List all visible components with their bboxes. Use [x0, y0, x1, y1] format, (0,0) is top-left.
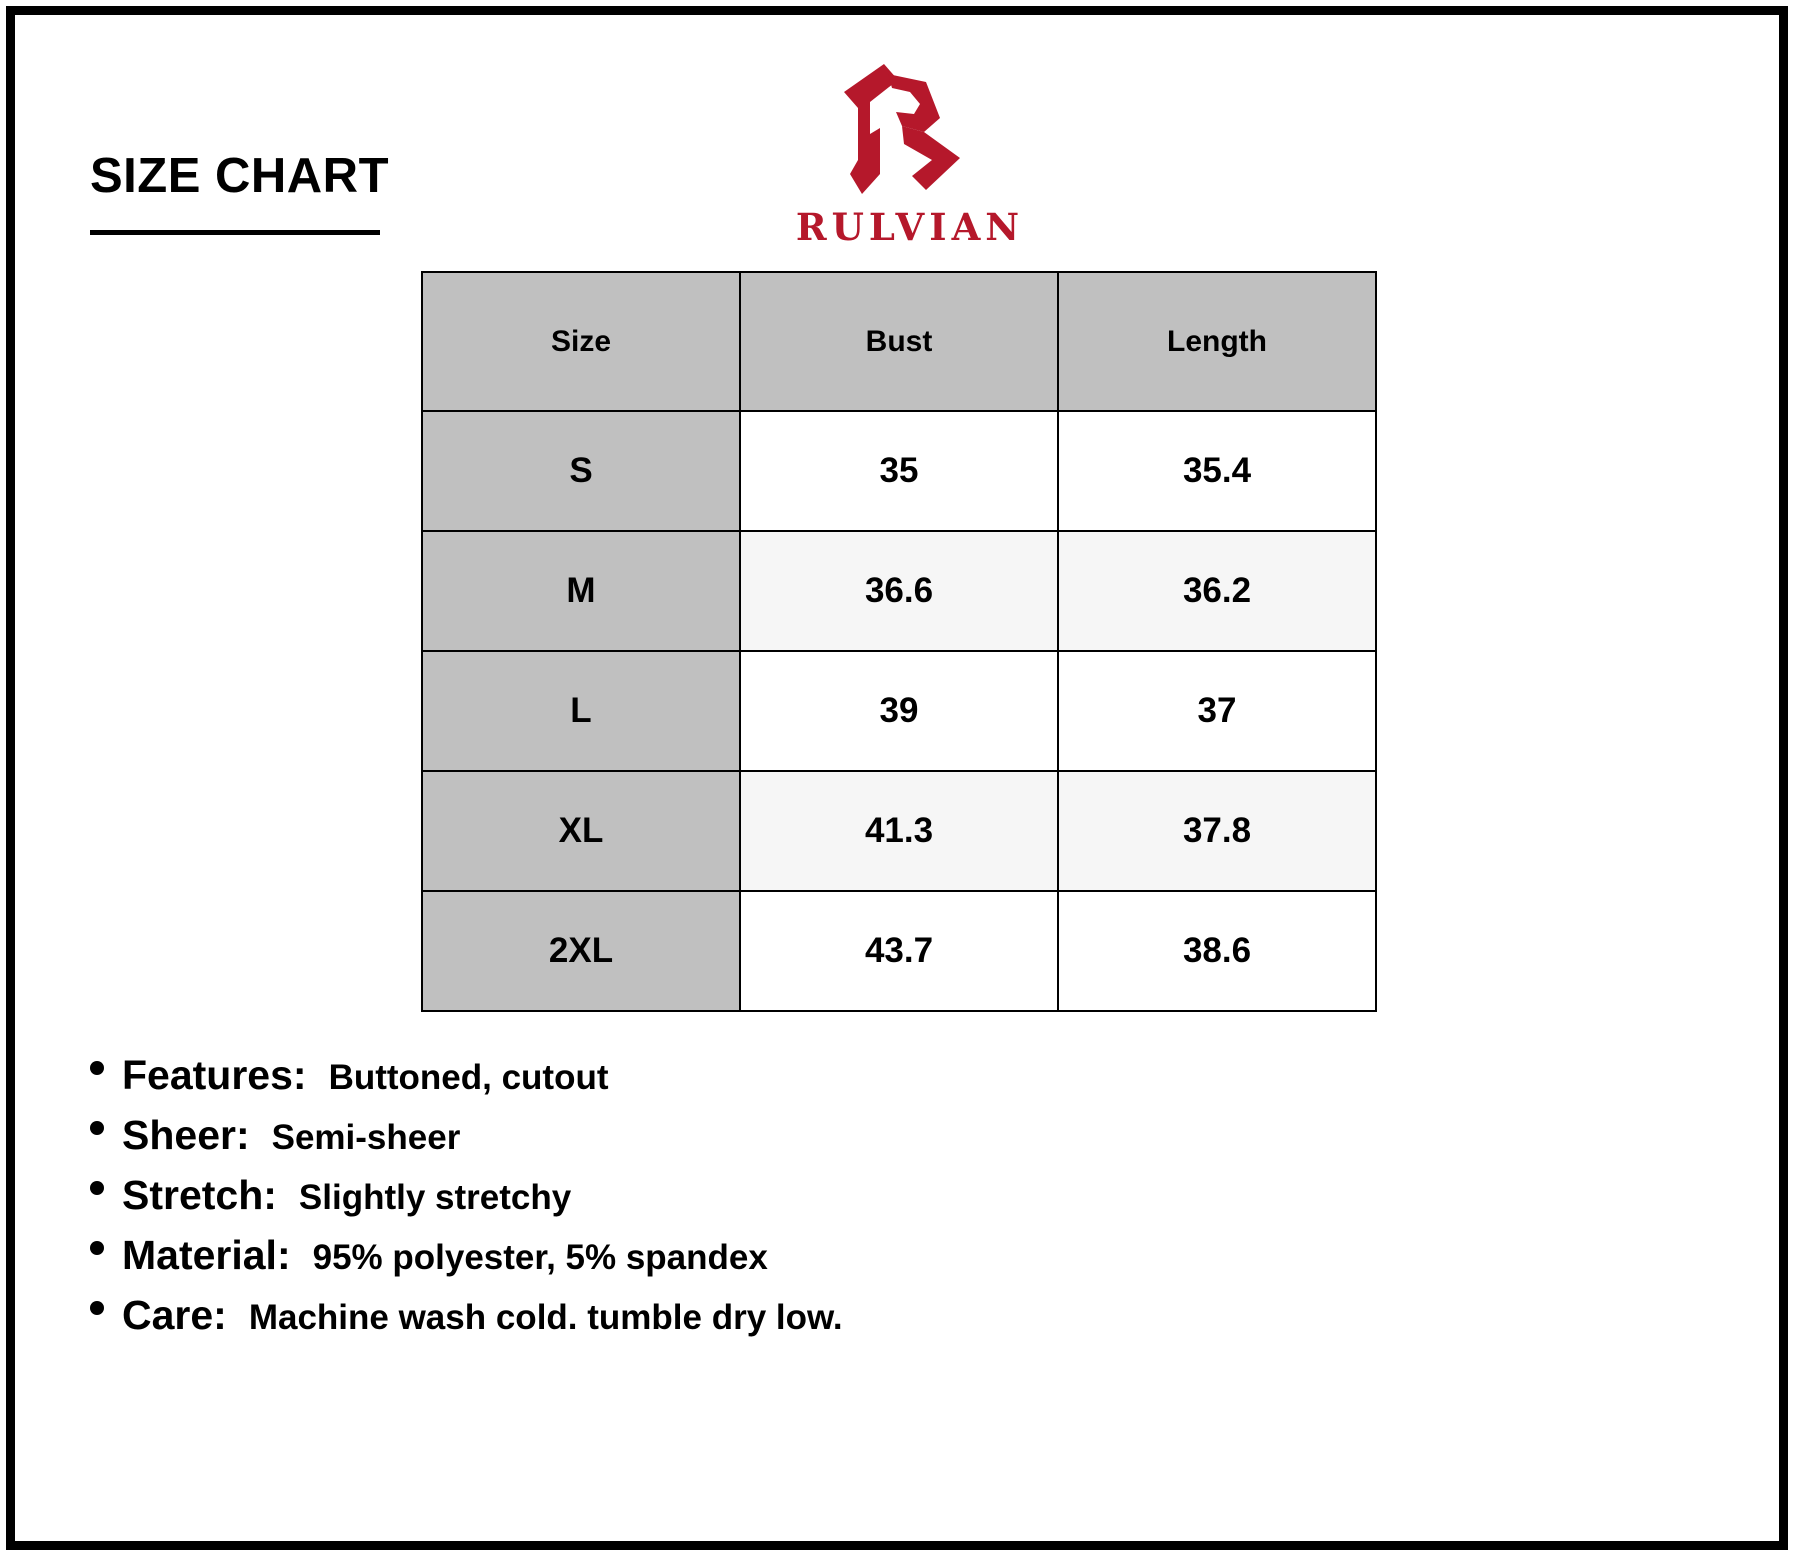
table-row: [422, 771, 1376, 891]
spec-stretch: [90, 1172, 843, 1232]
bust-cell: 35: [740, 411, 1058, 531]
spec-sheer: [90, 1112, 843, 1172]
title-underline: [90, 230, 380, 235]
size-cell: XL: [422, 771, 740, 891]
length-cell: 38.6: [1058, 891, 1376, 1011]
bullet-icon: [90, 1061, 104, 1075]
bust-cell: 43.7: [740, 891, 1058, 1011]
table-header-row: [422, 272, 1376, 411]
bust-cell: 41.3: [740, 771, 1058, 891]
bullet-icon: [90, 1241, 104, 1255]
page-title: SIZE CHART: [90, 149, 389, 203]
brand-name: RULVIAN: [795, 205, 1025, 249]
bullet-icon: [90, 1121, 104, 1135]
length-cell: 36.2: [1058, 531, 1376, 651]
spec-value: Buttoned, cutout: [328, 1058, 609, 1097]
size-chart-table: [421, 271, 1377, 1012]
spec-label: Features:: [122, 1052, 307, 1098]
table-row: [422, 531, 1376, 651]
spec-label: Sheer:: [122, 1112, 250, 1158]
size-cell: S: [422, 411, 740, 531]
bullet-icon: [90, 1301, 104, 1315]
bust-cell: 36.6: [740, 531, 1058, 651]
table-row: [422, 651, 1376, 771]
spec-label: Material:: [122, 1232, 291, 1278]
size-cell: 2XL: [422, 891, 740, 1011]
spec-label: Care:: [122, 1292, 227, 1338]
spec-value: 95% polyester, 5% spandex: [312, 1238, 768, 1277]
spec-value: Machine wash cold. tumble dry low.: [248, 1298, 843, 1337]
brand-logo: [770, 62, 1050, 252]
bust-cell: 39: [740, 651, 1058, 771]
length-cell: 37.8: [1058, 771, 1376, 891]
product-specs-list: [90, 1052, 843, 1352]
rulvian-r-logo-icon: [840, 62, 970, 197]
table-row: [422, 411, 1376, 531]
table-row: [422, 891, 1376, 1011]
column-header-bust: Bust: [740, 272, 1058, 411]
size-cell: M: [422, 531, 740, 651]
spec-value: Slightly stretchy: [298, 1178, 572, 1217]
spec-features: [90, 1052, 843, 1112]
column-header-length: Length: [1058, 272, 1376, 411]
spec-label: Stretch:: [122, 1172, 277, 1218]
bullet-icon: [90, 1181, 104, 1195]
column-header-size: Size: [422, 272, 740, 411]
length-cell: 37: [1058, 651, 1376, 771]
spec-value: Semi-sheer: [271, 1118, 461, 1157]
size-cell: L: [422, 651, 740, 771]
length-cell: 35.4: [1058, 411, 1376, 531]
spec-material: [90, 1232, 843, 1292]
spec-care: [90, 1292, 843, 1352]
